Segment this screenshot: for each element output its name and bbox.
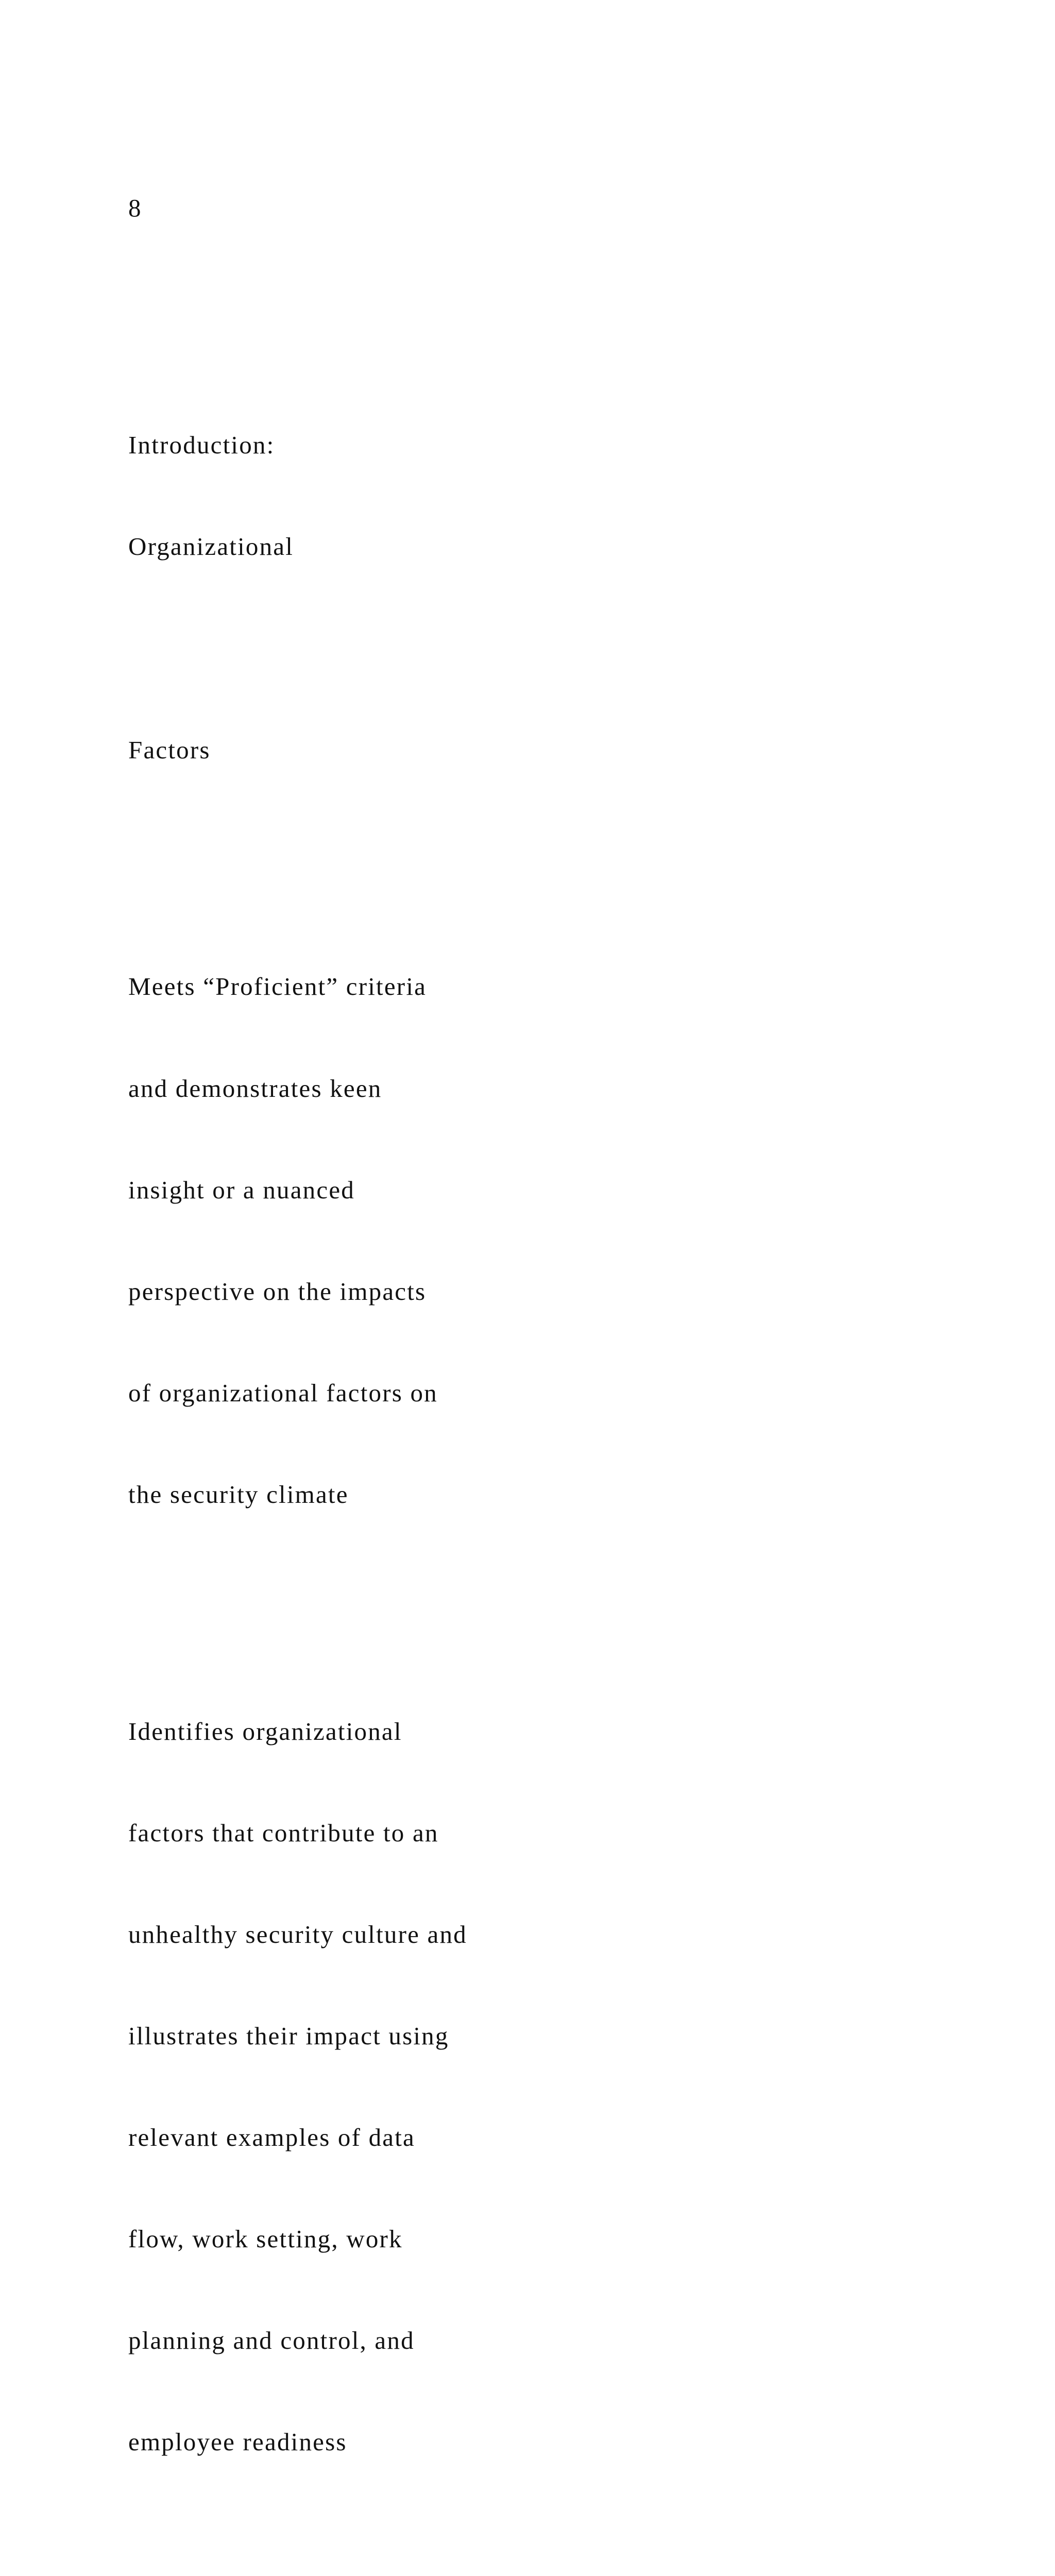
criteria-proficient-line: factors that contribute to an: [128, 1818, 439, 1847]
blank-line: [128, 2527, 901, 2561]
page-number: 8: [128, 194, 142, 223]
blank-line: [128, 631, 901, 665]
criteria-proficient-line: relevant examples of data: [128, 2123, 416, 2152]
blank-line: [128, 835, 901, 869]
heading-line: Introduction:: [128, 431, 275, 460]
criteria-exemplary-line: perspective on the impacts: [128, 1277, 427, 1306]
criteria-proficient-line: flow, work setting, work: [128, 2225, 403, 2253]
blank-line: [128, 293, 901, 327]
criteria-proficient-line: planning and control, and: [128, 2326, 415, 2355]
blank-line: [128, 1579, 901, 1613]
criteria-exemplary-line: and demonstrates keen: [128, 1074, 382, 1103]
criteria-proficient-line: Identifies organizational: [128, 1717, 402, 1745]
heading-line: Factors: [128, 735, 211, 764]
criteria-exemplary-line: Meets “Proficient” criteria: [128, 972, 427, 1001]
criteria-proficient-line: unhealthy security culture and: [128, 1920, 467, 1949]
document-body: [128, 124, 901, 2576]
heading-line: Organizational: [128, 532, 294, 561]
criteria-exemplary-line: the security climate: [128, 1480, 349, 1509]
criteria-exemplary-line: insight or a nuanced: [128, 1175, 355, 1204]
criteria-proficient-line: illustrates their impact using: [128, 2022, 449, 2050]
criteria-proficient-line: employee readiness: [128, 2428, 347, 2456]
criteria-exemplary-line: of organizational factors on: [128, 1378, 438, 1407]
